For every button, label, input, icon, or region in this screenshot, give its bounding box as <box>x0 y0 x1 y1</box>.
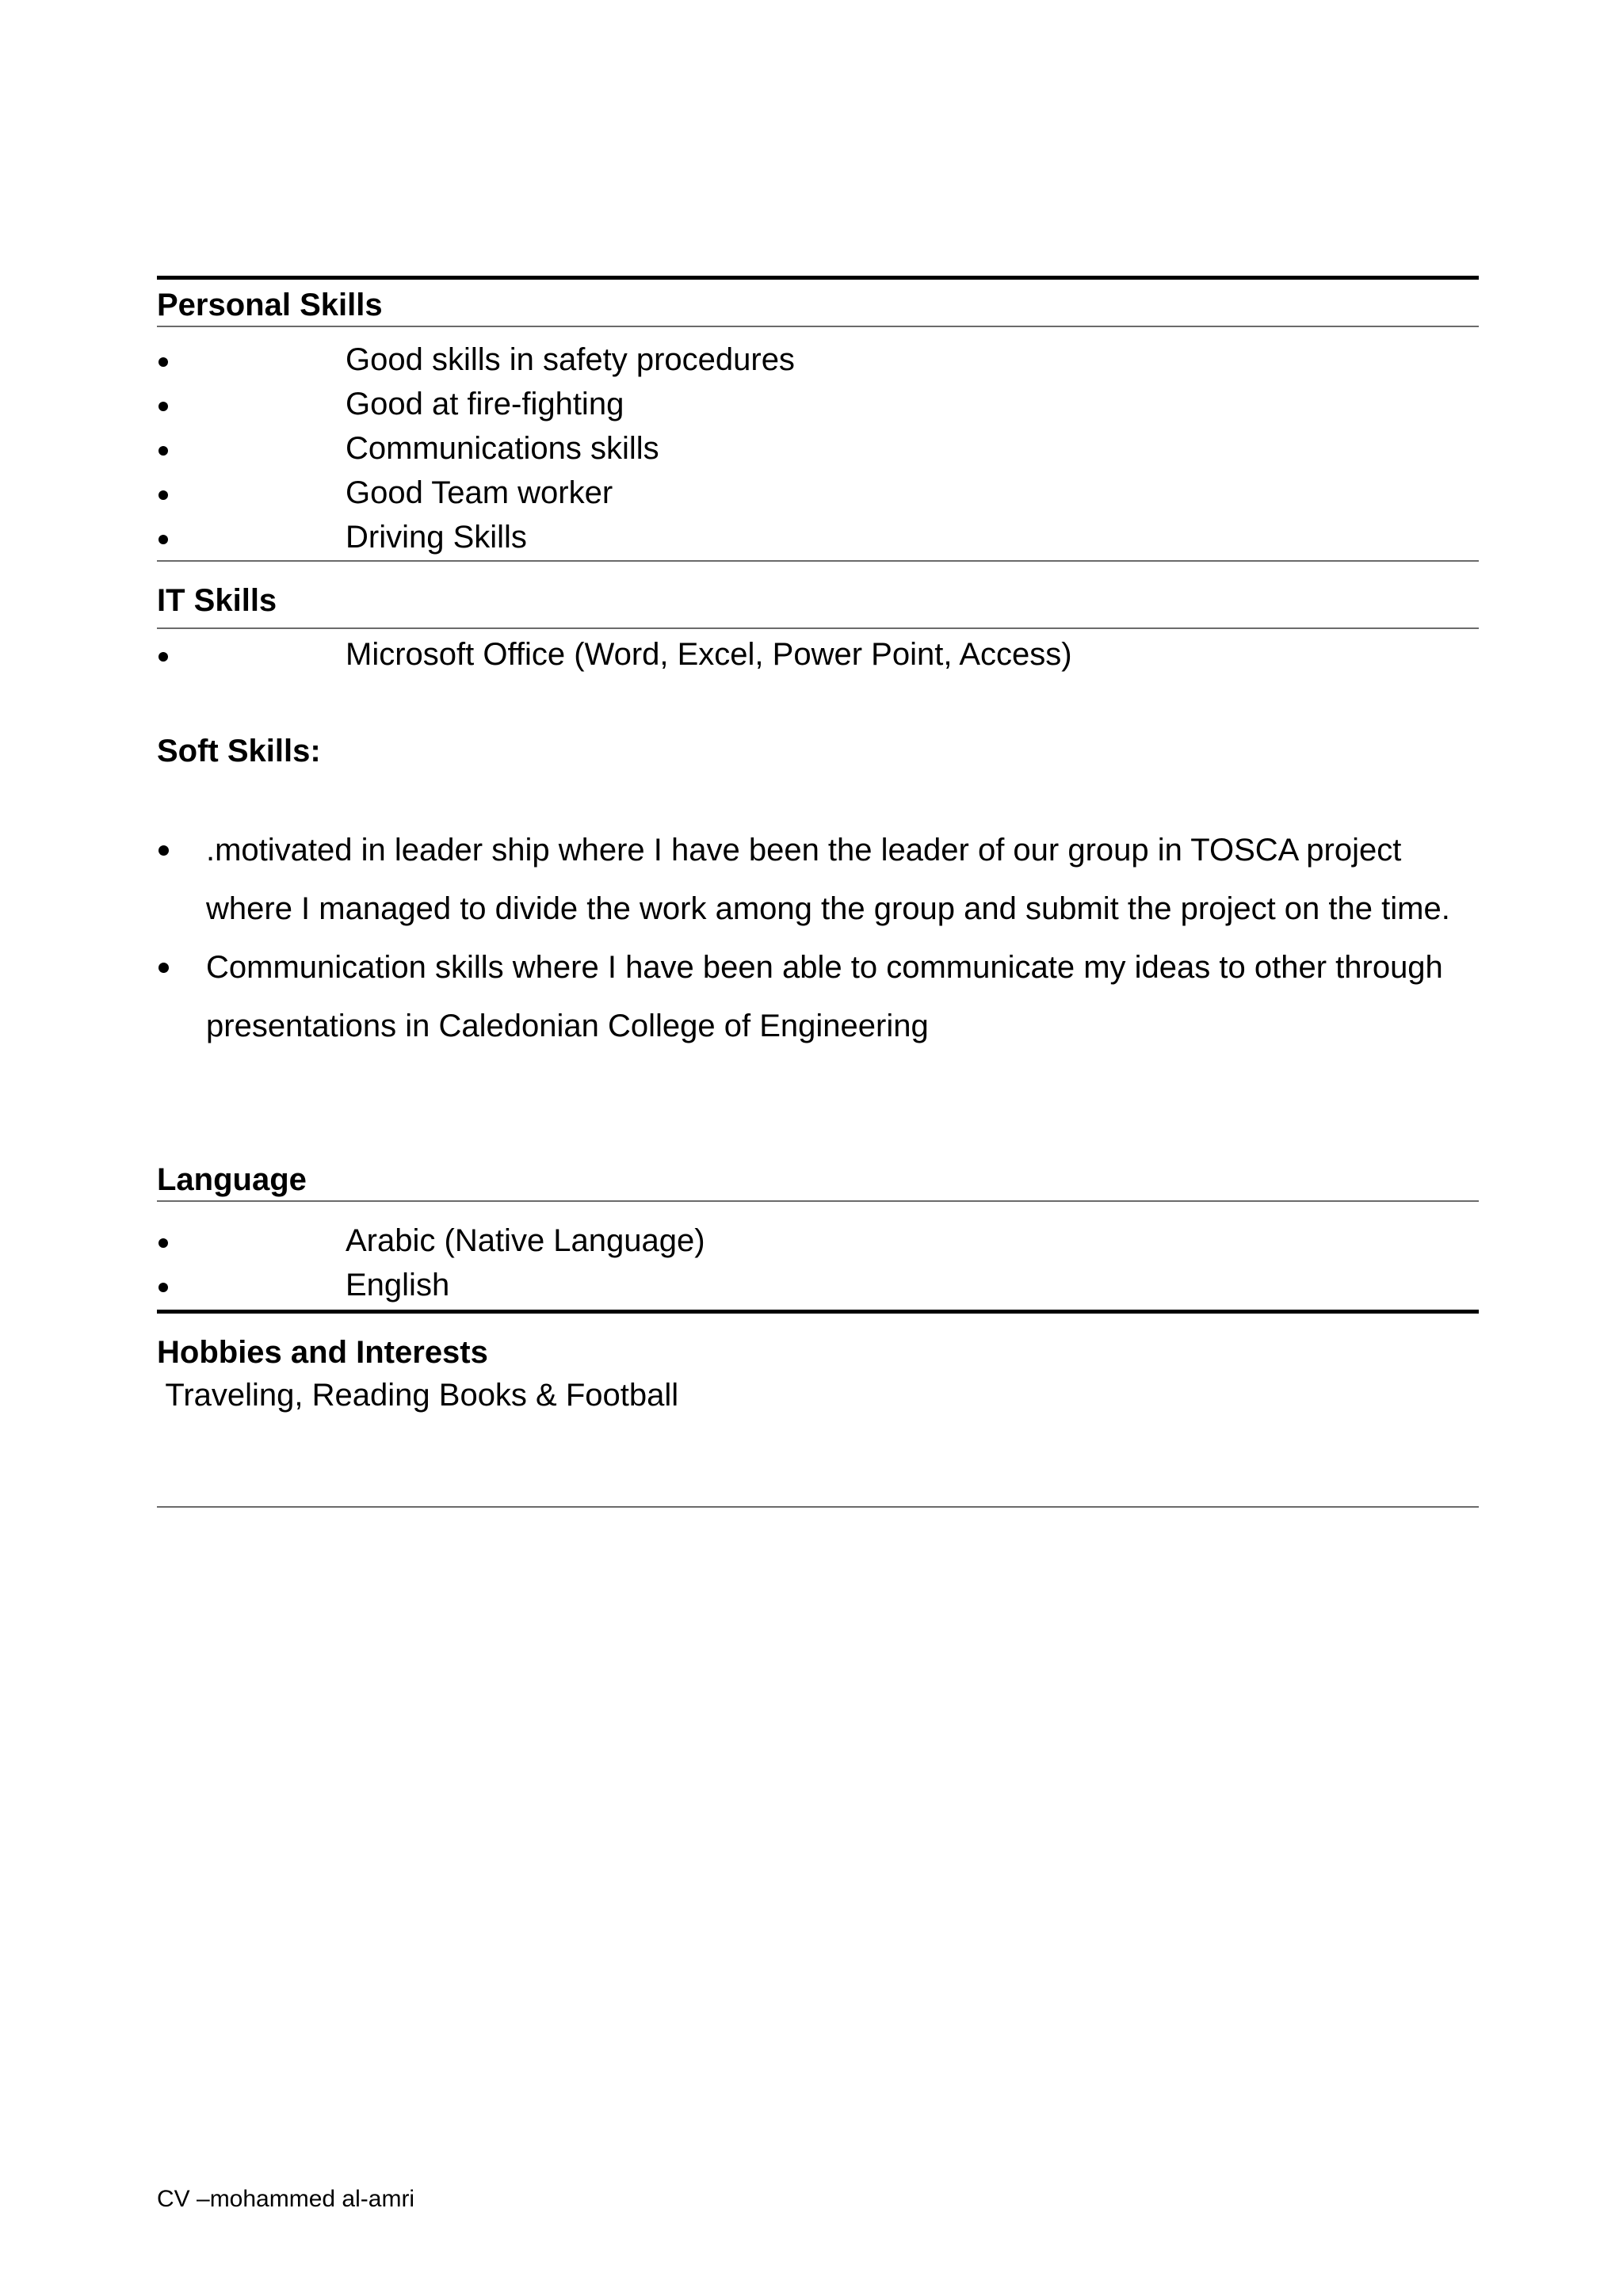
soft-skills-heading: Soft Skills: <box>157 734 321 769</box>
it-skills-list <box>157 632 1479 677</box>
list-item: .motivated in leader ship where I have been the leader of our group in TOSCA project where I managed to divide the work among the group and submit the project on the time. <box>157 821 1479 938</box>
section-divider <box>157 326 1479 327</box>
list-item: Good Team worker <box>346 475 613 510</box>
bullet-icon <box>157 821 176 879</box>
section-top-rule <box>157 276 1479 280</box>
list-item: Good at fire-fighting <box>346 387 624 421</box>
language-heading: Language <box>157 1162 307 1197</box>
list-item: Good skills in safety procedures <box>346 342 795 377</box>
list-item: Communication skills where I have been able to communicate my ideas to other through presentations in Caledonian College of Engineering <box>157 938 1479 1055</box>
personal-skills-list <box>157 338 1479 559</box>
section-bottom-rule <box>157 1506 1479 1508</box>
list-item: English <box>346 1268 450 1302</box>
bullet-icon <box>157 938 176 997</box>
hobbies-text: Traveling, Reading Books & Football <box>157 1378 679 1413</box>
list-item: Microsoft Office (Word, Excel, Power Point, Access) <box>346 637 1072 672</box>
page-footer: CV –mohammed al-amri <box>157 2186 415 2212</box>
section-divider <box>157 627 1479 629</box>
section-divider <box>157 1310 1479 1314</box>
list-item: Driving Skills <box>346 520 527 555</box>
language-list <box>157 1219 1479 1307</box>
list-item: Arabic (Native Language) <box>346 1223 705 1258</box>
personal-skills-heading: Personal Skills <box>157 288 383 322</box>
list-item: Communications skills <box>346 431 659 466</box>
section-divider <box>157 560 1479 562</box>
section-divider <box>157 1200 1479 1202</box>
hobbies-heading: Hobbies and Interests <box>157 1335 488 1370</box>
soft-skills-list <box>157 821 1479 1055</box>
it-skills-heading: IT Skills <box>157 583 277 618</box>
